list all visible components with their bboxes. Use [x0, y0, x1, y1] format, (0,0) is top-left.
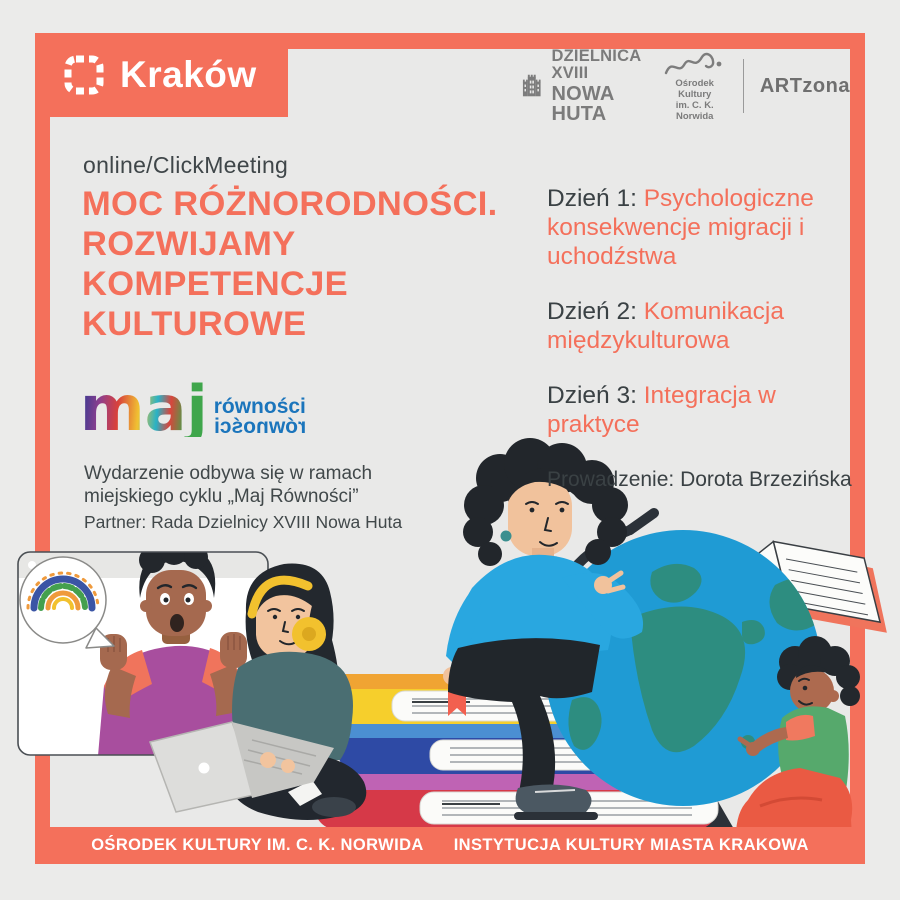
- krakow-wordmark: Kraków: [120, 54, 257, 95]
- schedule: [547, 184, 865, 494]
- footer-bar: [35, 827, 865, 864]
- schedule-item: Dzień 3: Integracja w praktyce: [547, 382, 776, 438]
- dzielnica-building-icon: [520, 64, 544, 108]
- title-line: MOC RÓŻNORODNOŚCI.: [82, 185, 498, 223]
- rownosci-label-mirrored: równości: [213, 415, 306, 438]
- krakow-dashed-square-icon: [63, 54, 105, 96]
- footer-left: OŚRODEK KULTURY IM. C. K. NORWIDA: [91, 836, 424, 854]
- platform-label: online/ClickMeeting: [83, 152, 289, 178]
- event-title: [82, 184, 498, 344]
- rownosci-labels: [214, 397, 306, 437]
- maj-rownosci-logo: [80, 372, 306, 445]
- cycle-note: Wydarzenie odbywa się w ramach miejskiego cyklu „Maj Równości”: [84, 463, 373, 507]
- partner-note: Partner: Rada Dzielnicy XVIII Nowa Huta: [84, 512, 403, 532]
- title-line: KULTUROWE: [82, 305, 307, 343]
- rownosci-label: równości: [213, 395, 306, 418]
- schedule-item: Dzień 1: Psychologiczne konsekwencje migracji i uchodźstwa: [547, 185, 814, 270]
- host-label: Prowadzenie: Dorota Brzezińska: [547, 468, 852, 491]
- schedule-item: Dzień 2: Komunikacja międzykulturowa: [547, 298, 784, 354]
- norwid-signature-icon: [663, 50, 727, 78]
- maj-wordmark: maj: [80, 372, 208, 445]
- title-line: KOMPETENCJE: [82, 265, 348, 303]
- title-line: ROZWIJAMY: [82, 225, 296, 263]
- logo-divider: [743, 59, 744, 113]
- artzona-wordmark: ARTzona: [759, 74, 850, 97]
- footer-right: INSTYTUCJA KULTURY MIASTA KRAKOWA: [453, 836, 809, 854]
- krakow-logo: [35, 33, 288, 117]
- norwid-logo: Ośrodek Kultury im. C. K. Norwida: [663, 50, 727, 122]
- dzielnica-wordmark: DZIELNICA XVIII NOWA HUTA: [551, 47, 641, 125]
- partner-logos: [520, 47, 850, 125]
